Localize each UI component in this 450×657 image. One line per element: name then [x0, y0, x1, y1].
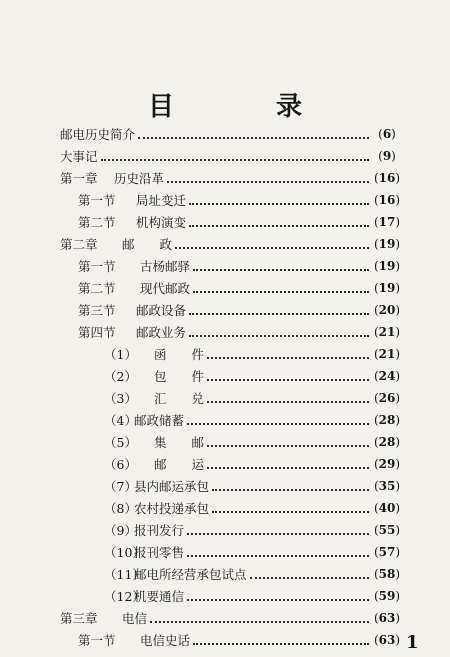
entry-number: （12）	[104, 589, 145, 604]
dot-leader	[101, 158, 369, 161]
toc-entry	[104, 564, 402, 584]
toc-entry	[78, 278, 402, 298]
dot-leader	[207, 356, 369, 359]
toc-entry	[60, 168, 402, 188]
toc-entry	[104, 498, 402, 518]
entry-label: 邮政设备	[136, 303, 187, 318]
entry-number: （8）	[104, 501, 137, 516]
entry-label: 邮 运	[154, 457, 205, 472]
dot-leader	[193, 290, 369, 293]
entry-number: 第三节	[78, 303, 116, 318]
entry-label: 电信	[122, 611, 148, 626]
dot-leader	[212, 488, 369, 491]
entry-page: ( 21 )	[372, 347, 402, 361]
toc-entry	[104, 542, 402, 562]
entry-label: 历史沿革	[114, 171, 165, 186]
dot-leader	[207, 378, 369, 381]
toc-entry	[78, 630, 402, 650]
entry-page: ( 58 )	[372, 567, 402, 581]
dot-leader	[187, 422, 369, 425]
dot-leader	[150, 620, 369, 623]
entry-number: 第一节	[78, 633, 116, 648]
entry-page: ( 35 )	[372, 479, 402, 493]
entry-number: （10）	[104, 545, 145, 560]
entry-number: 第四节	[78, 325, 116, 340]
toc-entry	[78, 300, 402, 320]
toc-entry	[104, 432, 402, 452]
dot-leader	[167, 180, 369, 183]
dot-leader	[193, 268, 369, 271]
dot-leader	[187, 554, 369, 557]
entry-label: 邮 政	[122, 237, 173, 252]
toc-entry	[78, 322, 402, 342]
page-number: 1	[406, 632, 419, 653]
entry-label: 古杨邮驿	[140, 259, 191, 274]
entry-page: ( 9 )	[372, 149, 402, 163]
dot-leader	[207, 400, 369, 403]
dot-leader	[207, 466, 369, 469]
entry-page: ( 19 )	[372, 281, 402, 295]
dot-leader	[189, 224, 369, 227]
entry-page: ( 28 )	[372, 413, 402, 427]
entry-label: 局址变迁	[136, 193, 187, 208]
entry-label: 机构演变	[136, 215, 187, 230]
entry-page: ( 19 )	[372, 259, 402, 273]
entry-page: ( 24 )	[372, 369, 402, 383]
toc-entry	[104, 454, 402, 474]
entry-page: ( 17 )	[372, 215, 402, 229]
toc-entry	[104, 586, 402, 606]
entry-label: 包 件	[154, 369, 205, 384]
entry-number: （5）	[104, 435, 137, 450]
dot-leader	[189, 312, 369, 315]
entry-number: 第二节	[78, 281, 116, 296]
entry-label: 邮电所经营承包试点	[134, 567, 247, 582]
entry-page: ( 29 )	[372, 457, 402, 471]
entry-page: ( 55 )	[372, 523, 402, 537]
entry-number: （2）	[104, 369, 137, 384]
toc-entry	[60, 146, 402, 166]
entry-label: 集 邮	[154, 435, 205, 450]
entry-label: 电信史话	[140, 633, 191, 648]
toc-entry	[104, 366, 402, 386]
entry-label: 邮政储蓄	[134, 413, 185, 428]
entry-number: 第二节	[78, 215, 116, 230]
entry-label: 机要通信	[134, 589, 185, 604]
entry-number: 第一节	[78, 193, 116, 208]
entry-number: （11）	[104, 567, 145, 582]
entry-label: 邮政业务	[136, 325, 187, 340]
entry-page: ( 21 )	[372, 325, 402, 339]
entry-page: ( 57 )	[372, 545, 402, 559]
toc-entry	[60, 234, 402, 254]
dot-leader	[138, 136, 369, 139]
entry-number: 第三章	[60, 611, 98, 626]
entry-number: （3）	[104, 391, 137, 406]
dot-leader	[189, 334, 369, 337]
entry-number: （9）	[104, 523, 137, 538]
entry-number: 第一章	[60, 171, 98, 186]
entry-page: ( 6 )	[372, 127, 402, 141]
dot-leader	[212, 510, 369, 513]
entry-label: 现代邮政	[140, 281, 191, 296]
entry-page: ( 63 )	[372, 633, 402, 647]
toc-entry	[78, 190, 402, 210]
dot-leader	[250, 576, 369, 579]
toc-entry	[104, 388, 402, 408]
entry-page: ( 16 )	[372, 193, 402, 207]
entry-label: 大事记	[60, 149, 98, 164]
entry-number: （7）	[104, 479, 137, 494]
entry-page: ( 20 )	[372, 303, 402, 317]
entry-page: ( 19 )	[372, 237, 402, 251]
entry-label: 农村投递承包	[134, 501, 210, 516]
entry-label: 邮电历史简介	[60, 127, 136, 142]
toc-entry	[60, 608, 402, 628]
entry-label: 县内邮运承包	[134, 479, 210, 494]
entry-label: 报刊发行	[134, 523, 185, 538]
toc-entry	[104, 476, 402, 496]
toc-entry	[78, 212, 402, 232]
toc-entry	[60, 124, 402, 144]
entry-page: ( 16 )	[372, 171, 402, 185]
dot-leader	[187, 532, 369, 535]
entry-number: 第一节	[78, 259, 116, 274]
entry-page: ( 63 )	[372, 611, 402, 625]
entry-label: 报刊零售	[134, 545, 185, 560]
entry-page: ( 28 )	[372, 435, 402, 449]
dot-leader	[207, 444, 369, 447]
entry-page: ( 26 )	[372, 391, 402, 405]
entry-number: （4）	[104, 413, 137, 428]
dot-leader	[175, 246, 369, 249]
toc-entry	[104, 410, 402, 430]
entry-number: （1）	[104, 347, 137, 362]
dot-leader	[187, 598, 369, 601]
toc-entry	[78, 256, 402, 276]
toc-entry	[104, 344, 402, 364]
entry-label: 函 件	[154, 347, 205, 362]
entry-page: ( 40 )	[372, 501, 402, 515]
entry-number: 第二章	[60, 237, 98, 252]
dot-leader	[189, 202, 369, 205]
entry-label: 汇 兑	[154, 391, 205, 406]
entry-page: ( 59 )	[372, 589, 402, 603]
entry-number: （6）	[104, 457, 137, 472]
toc-entry	[104, 520, 402, 540]
page-title: 目 录	[147, 92, 340, 122]
dot-leader	[193, 642, 369, 645]
